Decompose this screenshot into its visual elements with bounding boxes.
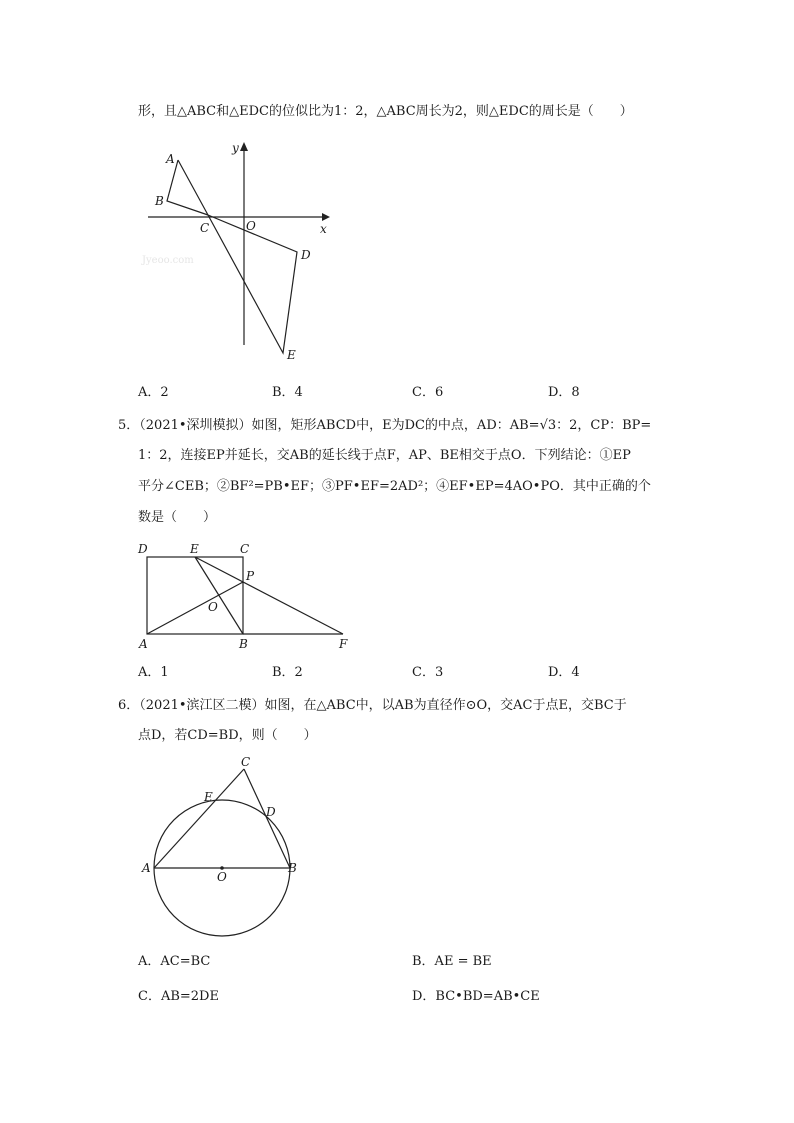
label-c: C	[200, 221, 210, 235]
triangle-edc	[208, 215, 297, 353]
q5-option-b[interactable]: B．2	[272, 665, 303, 680]
label-b: B	[155, 194, 164, 208]
label-b: B	[239, 637, 248, 651]
q6-option-c[interactable]: C．AB=2DE	[138, 989, 219, 1004]
label-d: D	[266, 805, 276, 819]
label-e: E	[190, 542, 199, 556]
label-x: x	[320, 222, 327, 236]
segment-be	[195, 557, 243, 634]
q6-stem-line-2: 点D，若CD=BD，则（ ）	[138, 728, 317, 743]
label-a: A	[166, 152, 175, 166]
q6-option-a[interactable]: A．AC=BC	[138, 954, 211, 969]
q4-stem-line: 形，且△ABC和△EDC的位似比为1：2，△ABC周长为2，则△EDC的周长是（ ）	[138, 104, 633, 119]
q6-stem-line-1: 6．（2021•滨江区二模）如图，在△ABC中，以AB为直径作⊙O，交AC于点E，交BC于	[118, 698, 627, 713]
watermark: Jyeoo.com	[142, 255, 194, 266]
label-b: B	[288, 861, 297, 875]
segment-ac	[154, 769, 244, 868]
y-axis-arrow	[240, 142, 248, 151]
label-a: A	[142, 861, 151, 875]
q5-option-d[interactable]: D．4	[548, 665, 580, 680]
q4-option-b[interactable]: B．4	[272, 385, 303, 400]
q5-stem-line-3: 平分∠CEB；②BF²=PB•EF；③PF•EF=2AD²；④EF•EP=4AO•PO．其中正确的个	[138, 479, 651, 494]
label-o: O	[217, 870, 227, 884]
label-p: P	[246, 569, 255, 583]
rectangle-abcd	[147, 557, 243, 634]
q4-option-c[interactable]: C．6	[412, 385, 444, 400]
label-d: D	[138, 542, 148, 556]
q4-option-d[interactable]: D．8	[548, 385, 580, 400]
x-axis-arrow	[322, 213, 330, 221]
q5-option-c[interactable]: C．3	[412, 665, 444, 680]
label-c: C	[241, 755, 251, 769]
label-a: A	[139, 637, 148, 651]
triangle-abc	[167, 160, 208, 215]
q4-coordinate-figure	[140, 135, 340, 365]
q5-option-a[interactable]: A．1	[138, 665, 169, 680]
q6-option-d[interactable]: D．BC•BD=AB•CE	[412, 989, 540, 1004]
q5-stem-line-1: 5．（2021•深圳模拟）如图，矩形ABCD中，E为DC的中点，AD：AB=√3：2，CP：BP=	[118, 418, 652, 433]
segment-ap	[147, 582, 243, 634]
label-c: C	[240, 542, 250, 556]
label-d: D	[301, 248, 311, 262]
q6-circle-figure	[140, 755, 310, 935]
q5-rectangle-figure	[135, 540, 365, 650]
q4-option-a[interactable]: A．2	[138, 385, 169, 400]
label-f: F	[339, 637, 348, 651]
label-o: O	[208, 600, 218, 614]
q6-option-b[interactable]: B．AE = BE	[412, 954, 492, 969]
label-e: E	[204, 790, 213, 804]
q5-stem-line-4: 数是（ ）	[138, 510, 217, 525]
label-o: O	[246, 219, 256, 233]
q5-stem-line-2: 1：2，连接EP并延长，交AB的延长线于点F，AP、BE相交于点O．下列结论：①EP	[138, 448, 631, 463]
label-y: y	[232, 141, 239, 155]
label-e: E	[287, 348, 296, 362]
